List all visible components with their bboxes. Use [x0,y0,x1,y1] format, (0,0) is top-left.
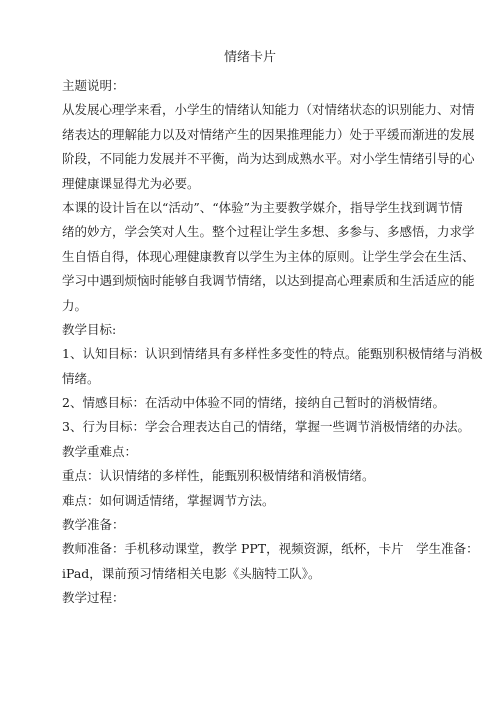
key-point-line: 重点：认识情绪的多样性，能甄别积极情绪和消极情绪。 [62,468,375,484]
objective-line: 情绪。 [62,370,100,386]
paragraph-line: 绪的妙方，学会笑对人生。整个过程让学生多想、多参与、多感悟，力求学 [62,224,475,240]
section-heading-objectives: 教学目标: [62,321,117,337]
document-body [62,74,483,611]
paragraph-line: 阶段，不同能力发展并不平衡，尚为达到成熟水平。对小学生情绪引导的心 [62,151,475,167]
paragraph-line: 理健康课显得尤为必要。 [62,175,200,191]
preparation-line: 教师准备：手机移动课堂，教学 PPT，视频资源，纸杯，卡片 学生准备： [62,541,479,557]
section-heading-process: 教学过程： [62,590,125,606]
section-heading-key-points: 教学重难点： [62,443,138,459]
objective-line: 2、情感目标：在活动中体验不同的情绪，接纳自己暂时的消极情绪。 [62,395,445,411]
section-heading-theme: 主题说明： [62,78,125,93]
paragraph-line: 生自悟自得，体现心理健康教育以学生为主体的原则。让学生学会在生活、 [62,248,475,264]
section-heading-preparation: 教学准备： [62,517,125,533]
paragraph-line: 本课的设计旨在以“活动”、“体验”为主要教学媒介，指导学生找到调节情 [62,199,463,215]
preparation-line: iPad，课前预习情绪相关电影《头脑特工队》。 [62,565,321,581]
difficulty-line: 难点：如何调适情绪，掌握调节方法。 [62,492,275,508]
objective-line: 3、行为目标：学会合理表达自己的情绪，掌握一些调节消极情绪的办法。 [62,419,470,435]
paragraph-line: 学习中遇到烦恼时能够自我调节情绪，以达到提高心理素质和生活适应的能 [62,273,475,289]
paragraph-line: 绪表达的理解能力以及对情绪产生的因果推理能力）处于平缓而渐进的发展 [62,126,475,142]
objective-line: 1、认知目标：认识到情绪具有多样性多变性的特点。能甄别积极情绪与消极 [62,346,483,362]
paragraph-line: 从发展心理学来看，小学生的情绪认知能力（对情绪状态的识别能力、对情 [62,102,475,118]
paragraph-line: 力。 [62,297,88,313]
document-title: 情绪卡片 [223,50,276,65]
